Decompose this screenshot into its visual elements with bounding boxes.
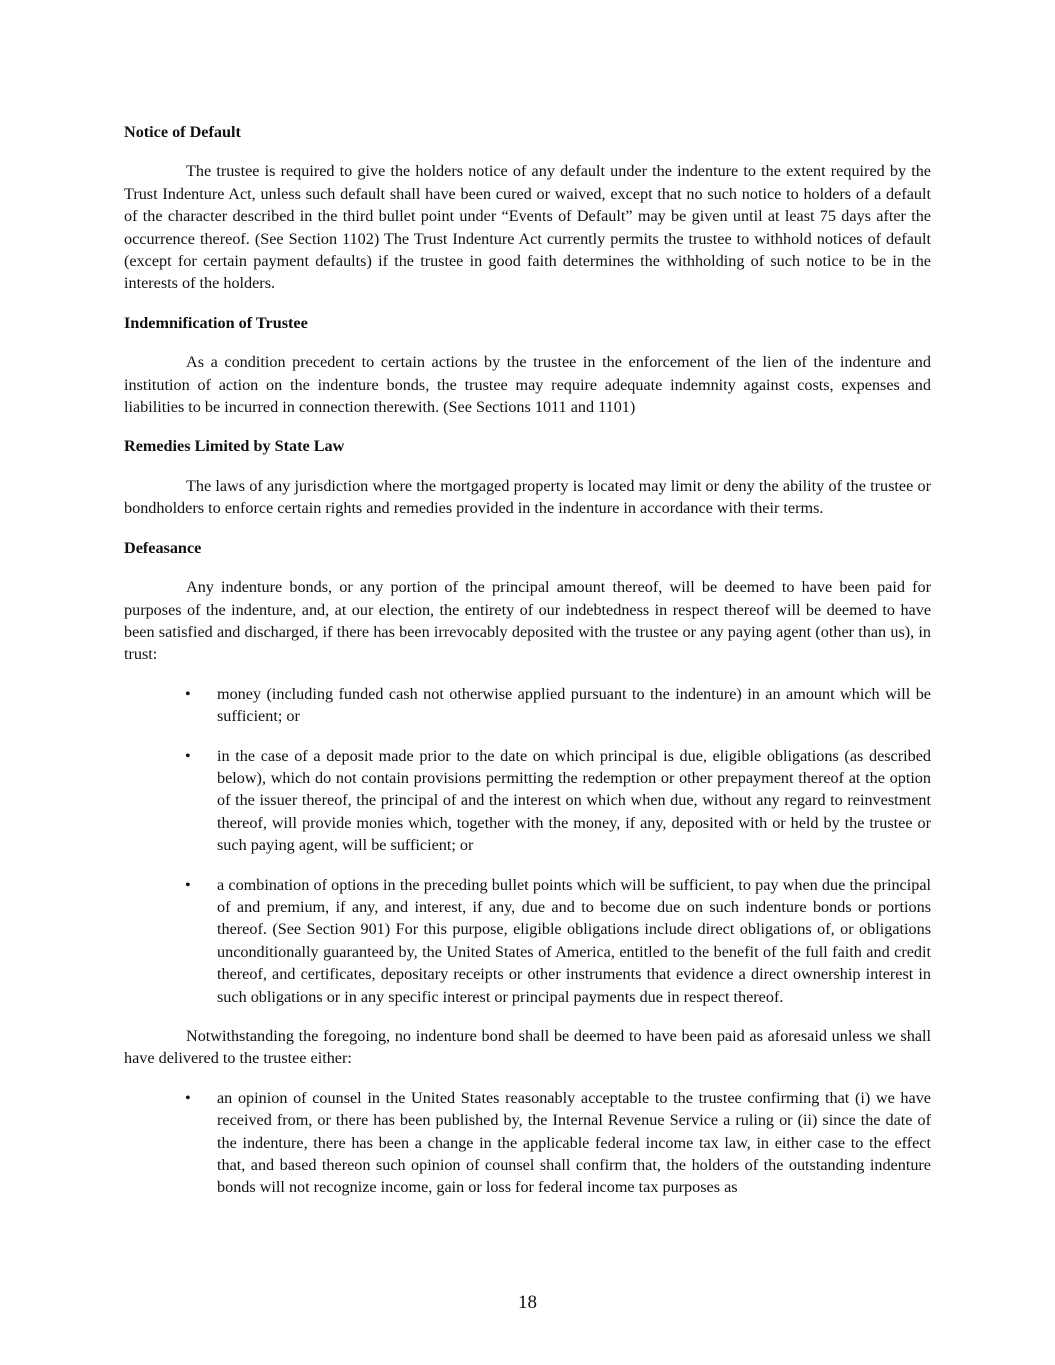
- list-item-text: an opinion of counsel in the United States reasonably acceptable to the trustee confirming that (i) we have received from, or there has been published by, the Internal Revenue Service a ruling or (ii) since the date of the indenture, there has been a change in the applicable federal income tax law, in either case to the effect that, and based thereon such opinion of counsel shall confirm that, the holders of the outstanding indenture bonds will not recognize income, gain or loss for federal income tax purposes as: [217, 1088, 931, 1197]
- section-heading: Indemnification of Trustee: [124, 313, 308, 332]
- page-number: 18: [518, 1292, 537, 1313]
- list-item-text: money (including funded cash not otherwise applied pursuant to the indenture) in an amount which will be sufficient; or: [217, 684, 931, 726]
- section-indemnification-of-trustee: [124, 312, 931, 419]
- bullet-icon: •: [185, 746, 191, 765]
- section-remedies-limited-by-state-law: [124, 435, 931, 519]
- bullet-list: [124, 683, 931, 1008]
- section-heading: Remedies Limited by State Law: [124, 437, 345, 456]
- bullet-icon: •: [185, 684, 191, 703]
- body-paragraph: As a condition precedent to certain actions by the trustee in the enforcement of the lien of the indenture and institution of action on the indenture bonds, the trustee may require adequate indemnity against costs, expenses and liabilities to be incurred in connection therewith. (See Sections 1011 and 1101): [124, 353, 931, 417]
- list-item-text: a combination of options in the preceding bullet points which will be sufficient, to pay when due the principal of and premium, if any, and interest, if any, due and to become due on such indenture bonds or portions thereof. (See Section 901) For this purpose, eligible obligations include direct obligations of, or obligations unconditionally guaranteed by, the United States of America, entitled to the benefit of the full faith and credit thereof, and certificates, depositary receipts or other instruments that evidence a direct ownership interest in such obligations or in any specific interest or principal payments due in respect thereof.: [217, 875, 931, 1006]
- list-item: [124, 1087, 931, 1199]
- section-heading: Notice of Default: [124, 123, 241, 141]
- section-heading: Defeasance: [124, 538, 202, 557]
- list-item: [124, 683, 931, 728]
- bullet-icon: •: [185, 875, 191, 894]
- list-item-text: in the case of a deposit made prior to the date on which principal is due, eligible obligations (as described below), which do not contain provisions permitting the redemption or other prepayment thereof at the option of the issuer thereof, the principal of and the interest on which when due, without any regard to reinvestment thereof, will provide monies which, together with the money, if any, deposited with or held by the trustee or such paying agent, will be sufficient; or: [217, 746, 931, 855]
- body-paragraph: Notwithstanding the foregoing, no indenture bond shall be deemed to have been paid as aforesaid unless we shall have delivered to the trustee either:: [124, 1027, 931, 1068]
- body-paragraph: The trustee is required to give the holders notice of any default under the indenture to the extent required by the Trust Indenture Act, unless such default shall have been cured or waived, except that no such notice to holders of a default of the character described in the third bullet point under “Events of Default” may be given until at least 75 days after the occurrence thereof. (See Section 1102) The Trust Indenture Act currently permits the trustee to withhold notices of default (except for certain payment defaults) if the trustee in good faith determines the withholding of such notice to be in the interests of the holders.: [124, 162, 931, 293]
- section-notice-of-default: [124, 121, 931, 295]
- document-body: [124, 121, 931, 1216]
- bullet-list: [124, 1087, 931, 1199]
- body-paragraph: Any indenture bonds, or any portion of the principal amount thereof, will be deemed to have been paid for purposes of the indenture, and, at our election, the entirety of our indebtedness in respect thereof will be deemed to have been satisfied and discharged, if there has been irrevocably deposited with the trustee or any paying agent (other than us), in trust:: [124, 578, 931, 664]
- section-defeasance: [124, 537, 931, 1199]
- body-paragraph: The laws of any jurisdiction where the mortgaged property is located may limit or deny the ability of the trustee or bondholders to enforce certain rights and remedies provided in the indenture in accordance with their terms.: [124, 476, 931, 518]
- list-item: [124, 874, 931, 1008]
- list-item: [124, 745, 931, 857]
- bullet-icon: •: [185, 1088, 191, 1107]
